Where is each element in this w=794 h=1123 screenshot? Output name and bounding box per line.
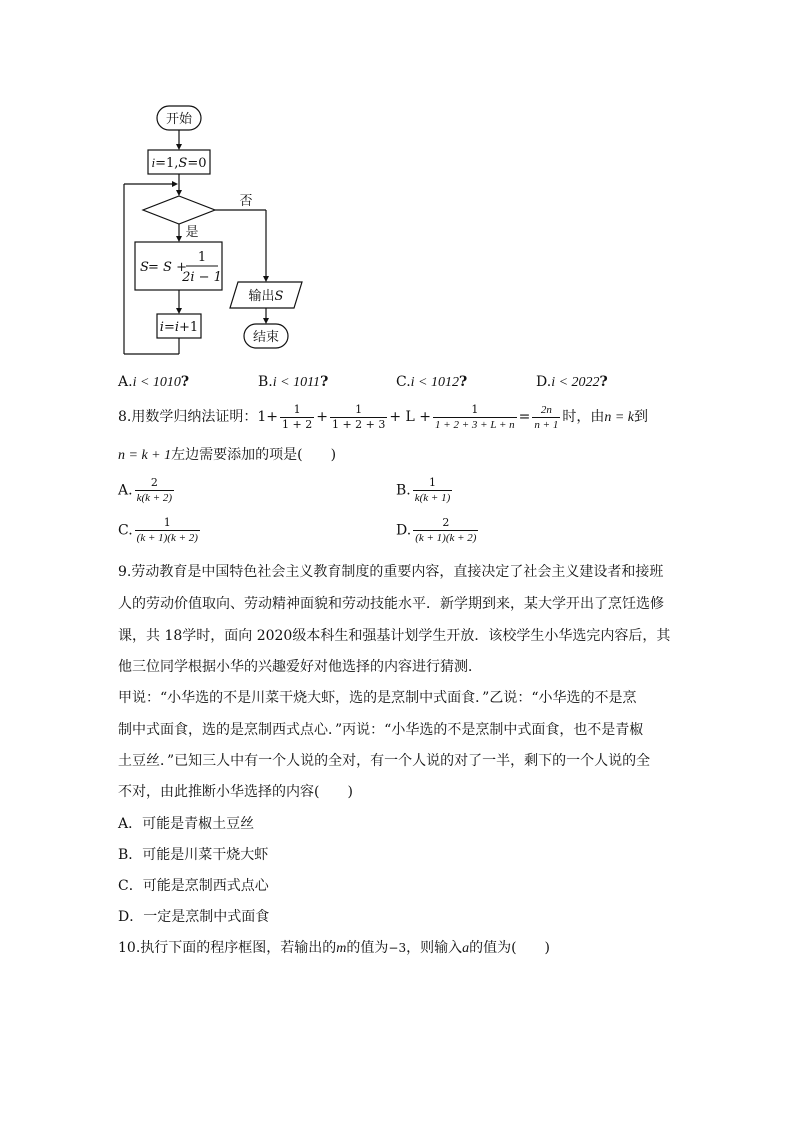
q9-option-b[interactable]: B．可能是川菜干烧大虾 [118,847,269,863]
q9-line-7: 土豆丝．”已知三人中有一个人说的全对，有一个人说的对了一半，剩下的一个人说的全 [118,753,651,769]
end-label: 结束 [252,330,280,345]
q9-line-8: 不对，由此推断小华选择的内容( ) [118,784,353,800]
q8-stem-line2: n = k + 1左边需要添加的项是( ) [118,447,337,463]
update-s-lhs: S [140,260,149,275]
q7-option-b[interactable]: B.i < 1011? [258,374,329,390]
q9-line-5: 甲说：“小华选的不是川菜干烧大虾，选的是烹制中式面食．”乙说：“小华选的不是烹 [118,690,637,706]
q9-option-c[interactable]: C．可能是烹制西式点心 [118,878,269,894]
q8-stem: 8.用数学归纳法证明：1+ $\frac{1}{1 + 2}$ + $\frac{1}{1 + 2 + 3}$ + L + $\frac{1}{1 + 2 + 3 + L + n}$ = $\frac{2n}{n + 1}$ 时，由n = k到 [118,402,649,431]
q9-option-d[interactable]: D．一定是烹制中式面食 [118,909,270,925]
q8-option-d[interactable]: D. $\frac{2}{(k + 1)(k + 2)}$ [396,516,477,544]
decision-diamond [143,196,215,224]
q8-option-c[interactable]: C. $\frac{1}{(k + 1)(k + 2)}$ [118,516,198,544]
init-label: i=1,S=0 [151,155,207,171]
q7-option-c[interactable]: C.i < 1012? [396,374,468,390]
increment-label: i=i+1 [159,320,199,335]
q8-option-b[interactable]: B. $\frac{1}{k(k + 1)}$ [396,476,451,504]
flowchart [0,0,794,370]
q9-option-a[interactable]: A．可能是青椒土豆丝 [118,816,255,832]
yes-label: 是 [185,225,199,240]
q9-line-2: 人的劳动价值取向、劳动精神面貌和劳动技能水平．新学期到来，某大学开出了烹饪选修 [118,596,664,612]
q10-stem: 10.执行下面的程序框图，若输出的m的值为−3，则输入a的值为( ) [118,940,551,956]
q7-option-d[interactable]: D.i < 2022? [536,374,608,390]
update-frac-num: 1 [197,250,207,265]
q9-line-3: 课，共 18学时，面向 2020级本科生和强基计划学生开放．该校学生小华选完内容后，其 [118,628,671,644]
start-label: 开始 [165,112,193,127]
output-label: 输出S [248,289,284,304]
update-frac-den: 2i − 1 [182,270,222,285]
q9-line-1: 9.劳动教育是中国特色社会主义教育制度的重要内容，直接决定了社会主义建设者和接班 [118,564,664,580]
no-label: 否 [239,194,253,209]
q9-line-4: 他三位同学根据小华的兴趣爱好对他选择的内容进行猜测． [118,659,482,675]
update-s-mid: = S + [148,260,187,275]
q7-option-a[interactable]: A.i < 1010? [118,374,190,390]
q8-option-a[interactable]: A. $\frac{2}{k(k + 2)}$ [118,476,173,504]
q9-line-6: 制中式面食，选的是烹制西式点心．”丙说：“小华选的不是烹制中式面食，也不是青椒 [118,722,644,738]
